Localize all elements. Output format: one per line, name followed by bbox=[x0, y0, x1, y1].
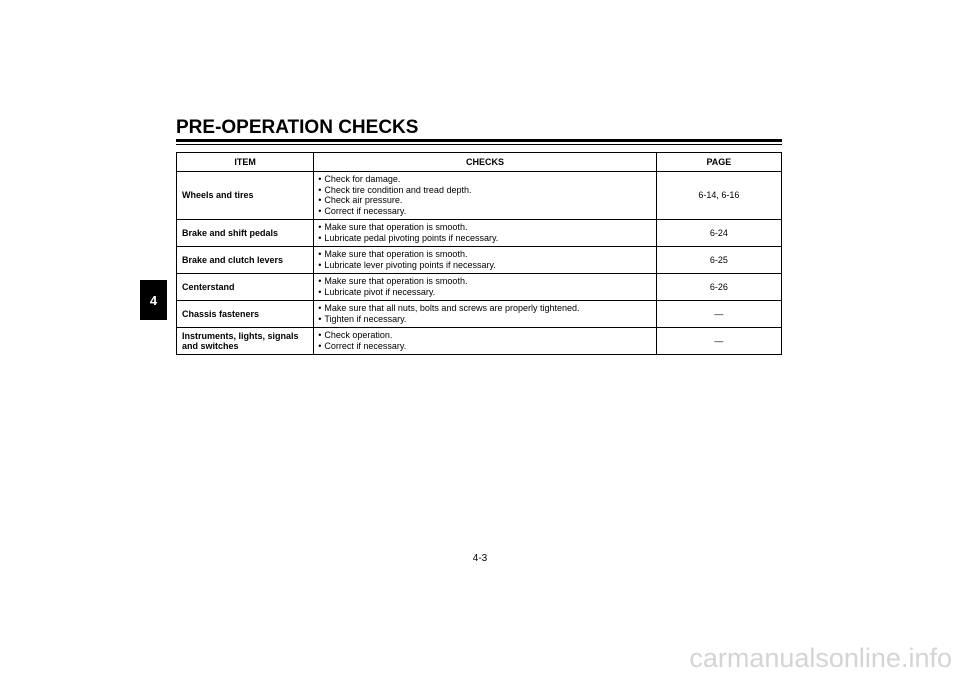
check-bullet-item: • Check operation. bbox=[318, 330, 652, 341]
row-checks bbox=[314, 274, 657, 301]
check-bullet-item: • Correct if necessary. bbox=[318, 341, 652, 352]
row-item-label: Brake and shift pedals bbox=[177, 220, 314, 247]
page-title: PRE-OPERATION CHECKS bbox=[176, 117, 419, 138]
check-bullet-item: • Check tire condition and tread depth. bbox=[318, 185, 652, 196]
header-checks: CHECKS bbox=[314, 153, 657, 172]
table-row bbox=[177, 220, 782, 247]
row-page-reference: 6-24 bbox=[656, 220, 781, 247]
page-number: 4-3 bbox=[472, 553, 488, 564]
watermark: carmanualsonline.info bbox=[689, 643, 952, 673]
row-page-reference: — bbox=[656, 301, 781, 328]
row-item-label: Centerstand bbox=[177, 274, 314, 301]
check-bullet-item: • Make sure that operation is smooth. bbox=[318, 276, 652, 287]
title-rule-secondary bbox=[176, 144, 782, 145]
row-item-label: Instruments, lights, signals and switches bbox=[177, 328, 314, 355]
check-bullet-item: • Lubricate pedal pivoting points if necessary. bbox=[318, 233, 652, 244]
check-bullet-item: • Make sure that all nuts, bolts and screws are properly tightened. bbox=[318, 303, 652, 314]
check-bullet-item: • Make sure that operation is smooth. bbox=[318, 249, 652, 260]
table-header-row bbox=[177, 153, 782, 172]
table-row bbox=[177, 328, 782, 355]
check-bullet-item: • Check air pressure. bbox=[318, 195, 652, 206]
row-item-label: Wheels and tires bbox=[177, 172, 314, 220]
check-bullet-item: • Check for damage. bbox=[318, 174, 652, 185]
row-page-reference: 6-26 bbox=[656, 274, 781, 301]
row-checks bbox=[314, 247, 657, 274]
row-checks bbox=[314, 220, 657, 247]
header-item: ITEM bbox=[177, 153, 314, 172]
row-checks bbox=[314, 301, 657, 328]
table-row bbox=[177, 301, 782, 328]
table-row bbox=[177, 274, 782, 301]
row-checks bbox=[314, 328, 657, 355]
table-row bbox=[177, 247, 782, 274]
row-item-label: Brake and clutch levers bbox=[177, 247, 314, 274]
check-bullet-item: • Lubricate lever pivoting points if necessary. bbox=[318, 260, 652, 271]
row-item-label: Chassis fasteners bbox=[177, 301, 314, 328]
check-bullet-item: • Correct if necessary. bbox=[318, 206, 652, 217]
pre-operation-checks-table bbox=[176, 152, 782, 355]
check-bullet-item: • Make sure that operation is smooth. bbox=[318, 222, 652, 233]
row-page-reference: 6-25 bbox=[656, 247, 781, 274]
row-page-reference: 6-14, 6-16 bbox=[656, 172, 781, 220]
check-bullet-item: • Lubricate pivot if necessary. bbox=[318, 287, 652, 298]
header-page: PAGE bbox=[656, 153, 781, 172]
table-row bbox=[177, 172, 782, 220]
chapter-tab[interactable]: 4 bbox=[140, 280, 167, 320]
title-rule bbox=[176, 139, 782, 142]
row-page-reference: — bbox=[656, 328, 781, 355]
check-bullet-item: • Tighten if necessary. bbox=[318, 314, 652, 325]
row-checks bbox=[314, 172, 657, 220]
